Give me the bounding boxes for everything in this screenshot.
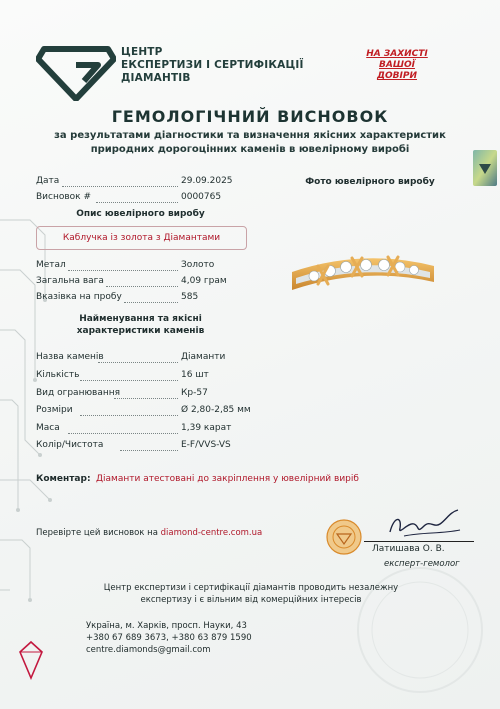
document-subtitle (40, 129, 460, 157)
signature-image (384, 506, 464, 542)
color-clarity-label: Колір/Чистота (36, 440, 104, 450)
leader-dots (80, 415, 178, 416)
metal-label: Метал (36, 260, 66, 270)
leader-dots (80, 380, 178, 381)
hallmark-label: Вказівка на пробу (36, 292, 122, 302)
signer-role: експерт-гемолог (384, 559, 460, 569)
cut-label: Вид огранювання (36, 388, 121, 398)
watermark-seal (350, 560, 490, 700)
footer-line-1: Центр експертизи і сертифікації діамантів проводить незалежну (103, 583, 399, 593)
brand-name (121, 46, 304, 85)
hallmark-value: 585 (181, 292, 199, 302)
leader-dots (62, 186, 178, 187)
document-title: ГЕМОЛОГІЧНИЙ ВИСНОВОК (111, 107, 389, 126)
verify-note (36, 528, 262, 538)
cut-value: Кр-57 (181, 388, 208, 398)
footer-line-2: експертизу і є вільним від комерційних інтересів (140, 595, 362, 605)
brand-line-3: ДІАМАНТІВ (121, 72, 191, 84)
number-value: 0000765 (181, 192, 222, 202)
leader-dots (114, 398, 178, 399)
address: Україна, м. Харків, просп. Науки, 43 (86, 621, 247, 631)
signer-name: Латишава О. В. (372, 544, 445, 554)
hologram-sticker (473, 150, 497, 186)
leader-dots (120, 450, 178, 451)
leader-dots (96, 202, 178, 203)
leader-dots (68, 270, 178, 271)
mass-value: 1,39 карат (181, 423, 232, 433)
stones-heading (36, 313, 245, 337)
size-value: Ø 2,80-2,85 мм (181, 405, 251, 415)
metal-value: Золото (181, 260, 215, 270)
slogan-line-2: ВАШОЇ (379, 60, 415, 70)
comment-text: Діаманти атестовані до закріплення у ювелірний виріб (96, 474, 359, 484)
slogan (357, 49, 437, 82)
quantity-label: Кількість (36, 370, 80, 380)
weight-label: Загальна вага (36, 276, 104, 286)
stones-heading-line-1: Найменування та якісні (79, 314, 202, 324)
subtitle-line-2: природних дорогоцінних каменів в ювелірному виробі (90, 144, 410, 155)
stone-name-label: Назва каменів (36, 352, 104, 362)
weight-value: 4,09 грам (181, 276, 227, 286)
ring-photo (288, 242, 438, 310)
date-value: 29.09.2025 (181, 176, 233, 186)
signature-line (364, 541, 474, 542)
description-heading: Опис ювелірного виробу (76, 209, 205, 219)
photo-label: Фото ювелірного виробу (305, 177, 435, 187)
official-seal (326, 519, 362, 555)
subtitle-line-1: за результатами діагностики та визначення якісних характеристик (54, 130, 446, 141)
size-label: Розміри (36, 405, 73, 415)
slogan-line-3: ДОВІРИ (376, 71, 417, 81)
mass-label: Маса (36, 423, 60, 433)
leader-dots (124, 302, 178, 303)
contacts-block (86, 620, 252, 656)
brand-line-2: ЕКСПЕРТИЗИ І СЕРТИФІКАЦІЇ (121, 59, 304, 71)
slogan-line-1: НА ЗАХИСТІ (366, 49, 428, 59)
stones-heading-line-2: характеристики каменів (76, 326, 205, 336)
quantity-value: 16 шт (181, 370, 209, 380)
stone-name-value: Діаманти (181, 352, 226, 362)
number-label: Висновок # (36, 192, 92, 202)
leader-dots (106, 286, 178, 287)
company-logo (36, 43, 116, 101)
description-box: Каблучка із золота з Діамантами (36, 226, 247, 250)
brand-line-1: ЦЕНТР (121, 46, 163, 58)
email[interactable]: centre.diamonds@gmail.com (86, 645, 211, 655)
verify-link[interactable]: diamond-centre.com.ua (160, 528, 263, 538)
gem-outline-icon (16, 640, 46, 680)
date-label: Дата (36, 176, 60, 186)
verify-text: Перевірте цей висновок на (36, 528, 161, 538)
footer-note (86, 582, 416, 606)
leader-dots (98, 362, 178, 363)
comment-label: Коментар: (36, 474, 91, 484)
color-clarity-value: E-F/VVS-VS (181, 440, 231, 450)
phones: +380 67 689 3673, +380 63 879 1590 (86, 633, 252, 643)
leader-dots (68, 433, 178, 434)
